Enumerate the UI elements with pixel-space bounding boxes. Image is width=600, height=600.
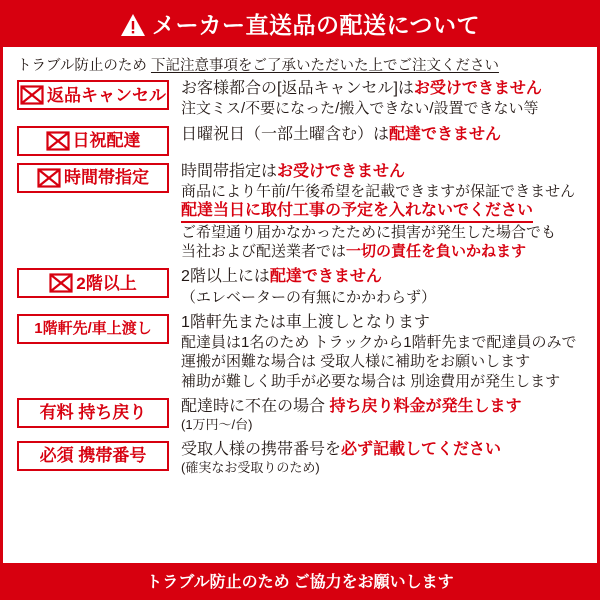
notice-row (17, 267, 587, 307)
notice-text: 配達できません (389, 125, 502, 143)
notice-text: 必ず記載してください (341, 440, 502, 458)
notice-line (181, 242, 587, 261)
notice-tag-label: 2階以上 (76, 273, 137, 293)
subtitle (3, 47, 597, 79)
notice-line (181, 182, 587, 201)
notice-text: 時間帯指定は (181, 162, 278, 180)
notice-tag (17, 398, 169, 428)
notice-line (181, 99, 587, 118)
footer-right-text: ご協力をお願いします (293, 573, 454, 591)
notice-tag (17, 80, 169, 110)
notice-line (181, 162, 587, 182)
notice-text: 配達員は1名のため トラックから1階軒先まで配達員のみで (181, 334, 577, 352)
notice-tag (17, 268, 169, 298)
notice-row (17, 440, 587, 477)
notice-text: （エレベーターの有無にかかわらず） (181, 288, 437, 306)
notice-tag-label: 時間帯指定 (64, 168, 149, 188)
notice-line (181, 352, 587, 371)
notice-body (169, 267, 587, 307)
page-footer (3, 563, 597, 597)
notice-tag-label: 1階軒先/車上渡し (34, 320, 152, 338)
notice-text: 2階以上には (181, 268, 270, 286)
notice-text: 商品により午前/午後希望を記載できますが保証できません (181, 183, 576, 201)
notice-tag-label: 返品キャンセル (47, 85, 166, 105)
warning-triangle-icon (120, 13, 146, 37)
subtitle-prefix: トラブル防止のため (17, 58, 147, 74)
notice-text: お受けできません (277, 162, 406, 180)
notice-rows (3, 79, 597, 563)
notice-line (181, 201, 587, 222)
crossed-box-icon (49, 273, 73, 293)
notice-text: 配達当日に取付工事の予定を入れないでください (181, 202, 533, 222)
notice-text: 1階軒先または車上渡しとなります (181, 313, 430, 331)
notice-tag-label: 有料 持ち戻り (39, 403, 147, 423)
subtitle-underlined: 下記注意事項をご了承いただいた上でご注文ください (150, 58, 499, 74)
notice-text: 受取人様の携帯番号を (181, 440, 342, 458)
notice-text: お受けできません (413, 80, 542, 97)
notice-tag (17, 126, 169, 156)
notice-tag-label: 必須 携帯番号 (39, 446, 147, 466)
notice-body (169, 440, 587, 477)
notice-body (169, 79, 587, 119)
notice-text: 一切の責任を負いかねます (346, 242, 527, 260)
crossed-box-icon (46, 131, 70, 151)
notice-line (181, 223, 587, 242)
notice-text: 注文ミス/不要になった/搬入できない/設置できない等 (181, 100, 539, 118)
notice-line (181, 79, 587, 99)
notice-text: 補助が難しく助手が必要な場合は 別途費用が発生します (181, 372, 561, 390)
notice-line (181, 288, 587, 307)
notice-body (169, 313, 587, 391)
crossed-box-icon (20, 85, 44, 105)
notice-row (17, 397, 587, 434)
notice-text: 運搬が困難な場合は 受取人様に補助をお願いします (181, 353, 531, 371)
notice-line (181, 333, 587, 352)
notice-tag (17, 163, 169, 193)
notice-row (17, 79, 587, 119)
notice-line (181, 125, 587, 145)
crossed-box-icon (37, 168, 61, 188)
notice-row (17, 125, 587, 156)
notice-body (169, 162, 587, 261)
notice-text: 配達時に不在の場合 (181, 397, 330, 415)
notice-tag-label: 日祝配達 (72, 131, 141, 151)
notice-text: 配達できません (269, 268, 382, 286)
notice-line (181, 267, 587, 287)
notice-row (17, 162, 587, 261)
notice-row (17, 313, 587, 391)
notice-tag (17, 314, 169, 344)
notice-text: ご希望通り届かなかったために損害が発生した場合でも (181, 223, 557, 241)
notice-text: (確実なお受取りのため) (181, 460, 320, 476)
notice-text: 当社および配送業者では (181, 242, 347, 260)
notice-text: (1万円〜/台) (181, 417, 253, 433)
notice-line (181, 397, 587, 417)
notice-text: 日曜祝日（一部土曜含む）は (181, 125, 390, 143)
notice-line (181, 460, 587, 477)
footer-left-text: トラブル防止のため (146, 573, 290, 591)
notice-line (181, 417, 587, 434)
notice-tag (17, 441, 169, 471)
notice-text: 持ち戻り料金が発生します (329, 397, 522, 415)
notice-text: お客様都合の[返品キャンセル]は (181, 80, 414, 97)
notice-line (181, 372, 587, 391)
notice-line (181, 440, 587, 460)
notice-body (169, 397, 587, 434)
page-title: メーカー直送品の配送について (151, 11, 481, 38)
notice-line (181, 313, 587, 333)
page-header (3, 3, 597, 47)
notice-body (169, 125, 587, 145)
